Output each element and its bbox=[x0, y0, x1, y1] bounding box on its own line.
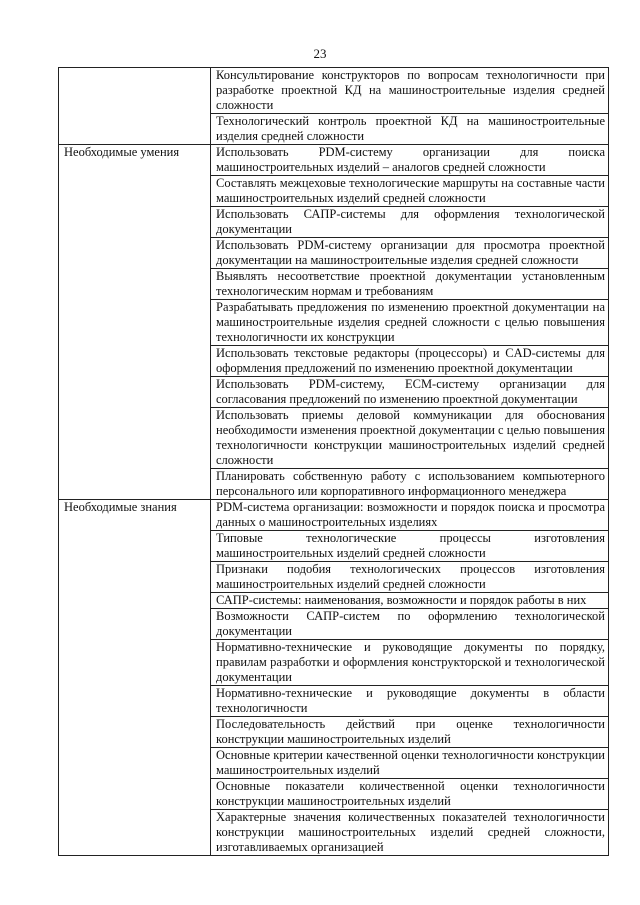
table-cell-text: Характерные значения количественных показателей технологичности конструкции машиностроительных изделий средней сложности, изготавливаемых организацией bbox=[211, 810, 609, 856]
table-cell-text: Использовать САПР-системы для оформления технологической документации bbox=[211, 207, 609, 238]
table-cell-text: Использовать PDM-систему, ECM-систему организации для согласования предложений по изменению проектной документации bbox=[211, 377, 609, 408]
requirements-table bbox=[58, 67, 609, 856]
page-number: 23 bbox=[313, 46, 327, 61]
table-row bbox=[59, 500, 609, 531]
table-cell-text: Использовать приемы деловой коммуникации для обоснования необходимости изменения проектной документации с целью повышения технологичности конструкции машиностроительных изделий средней сложности bbox=[211, 408, 609, 469]
table-cell-text: PDM-система организации: возможности и порядок поиска и просмотра данных о машиностроительных изделиях bbox=[211, 500, 609, 531]
table-section-label bbox=[59, 68, 211, 145]
table-section-label: Необходимые умения bbox=[59, 145, 211, 500]
table-cell-text: Выявлять несоответствие проектной документации установленным технологическим нормам и требованиям bbox=[211, 269, 609, 300]
table-cell-text: Возможности САПР-систем по оформлению технологической документации bbox=[211, 609, 609, 640]
table-cell-text: Основные показатели количественной оценки технологичности конструкции машиностроительных изделий bbox=[211, 779, 609, 810]
table-section-label: Необходимые знания bbox=[59, 500, 211, 856]
table-cell-text: Планировать собственную работу с использованием компьютерного персонального или корпоративного информационного менеджера bbox=[211, 469, 609, 500]
table-cell-text: Консультирование конструкторов по вопросам технологичности при разработке проектной КД на машиностроительные изделия средней сложности bbox=[211, 68, 609, 114]
table-cell-text: Составлять межцеховые технологические маршруты на составные части машиностроительных изделий средней сложности bbox=[211, 176, 609, 207]
table-cell-text: Основные критерии качественной оценки технологичности конструкции машиностроительных изделий bbox=[211, 748, 609, 779]
table-cell-text: Использовать PDM-систему организации для поиска машиностроительных изделий – аналогов средней сложности bbox=[211, 145, 609, 176]
table-cell-text: Технологический контроль проектной КД на машиностроительные изделия средней сложности bbox=[211, 114, 609, 145]
table-row bbox=[59, 145, 609, 176]
table-cell-text: Типовые технологические процессы изготовления машиностроительных изделий средней сложности bbox=[211, 531, 609, 562]
table-cell-text: Использовать PDM-систему организации для просмотра проектной документации на машиностроительные изделия средней сложности bbox=[211, 238, 609, 269]
table-cell-text: Нормативно-технические и руководящие документы по порядку, правилам разработки и оформления конструкторской и технологической документации bbox=[211, 640, 609, 686]
table-cell-text: Использовать текстовые редакторы (процессоры) и CAD-системы для оформления предложений по изменению проектной документации bbox=[211, 346, 609, 377]
table-cell-text: САПР-системы: наименования, возможности и порядок работы в них bbox=[211, 593, 609, 609]
table-cell-text: Признаки подобия технологических процессов изготовления машиностроительных изделий средней сложности bbox=[211, 562, 609, 593]
table-row bbox=[59, 68, 609, 114]
table-cell-text: Разрабатывать предложения по изменению проектной документации на машиностроительные изделия средней сложности с целью повышения технологичности их конструкции bbox=[211, 300, 609, 346]
table-cell-text: Нормативно-технические и руководящие документы в области технологичности bbox=[211, 686, 609, 717]
table-cell-text: Последовательность действий при оценке технологичности конструкции машиностроительных изделий bbox=[211, 717, 609, 748]
